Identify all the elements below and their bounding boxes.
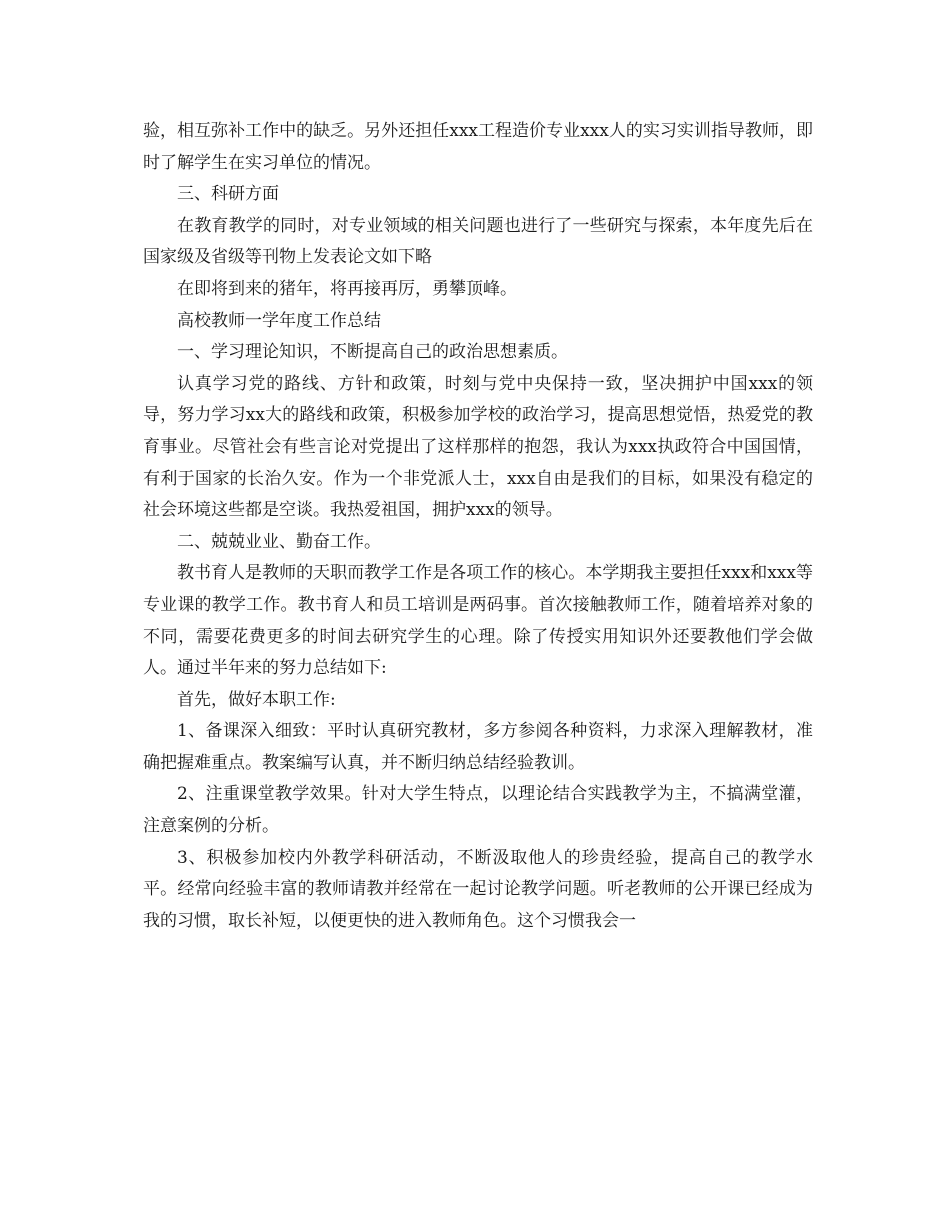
document-body [143, 116, 813, 937]
heading-diligence: 二、兢兢业业、勤奋工作。 [177, 531, 381, 552]
paragraph-closing: 在即将到来的猪年，将再接再厉，勇攀顶峰。 [177, 278, 517, 299]
heading-theory: 一、学习理论知识，不断提高自己的政治思想素质。 [177, 342, 568, 363]
paragraph-teaching: 教书育人是教师的天职而教学工作是各项工作的核心。本学期我主要担任xxx和xxx等专业课的教学工作。教书育人和员工培训是两码事。首次接触教师工作，随着培养对象的不同，需要花费更多的时间去研究学生的心理。除了传授实用知识外还要教他们学会做人。通过半年来的努力总结如下: [143, 563, 813, 679]
list-item-3: 3、积极参加校内外教学科研活动，不断汲取他人的珍贵经验，提高自己的教学水平。经常向经验丰富的教师请教并经常在一起讨论教学问题。听老教师的公开课已经成为我的习惯，取长补短，以便更快的进入教师角色。这个习惯我会一 [143, 847, 813, 931]
paragraph-research: 在教育教学的同时，对专业领域的相关问题也进行了一些研究与探索，本年度先后在国家级及省级等刊物上发表论文如下略 [143, 215, 813, 268]
list-item-1: 1、备课深入细致：平时认真研究教材，多方参阅各种资料，力求深入理解教材，准确把握难重点。教案编写认真，并不断归纳总结经验教训。 [143, 721, 813, 773]
heading-research: 三、科研方面 [177, 184, 279, 205]
paragraph-theory: 认真学习党的路线、方针和政策，时刻与党中央保持一致，坚决拥护中国xxx的领导，努力学习xx大的路线和政策，积极参加学校的政治学习，提高思想觉悟，热爱党的教育事业。尽管社会有些言论对党提出了这样那样的抱怨，我认为xxx执政符合中国国情，有利于国家的长治久安。作为一个非党派人士，xxx自由是我们的目标，如果没有稳定的社会环境这些都是空谈。我热爱祖国，拥护xxx的领导。 [143, 373, 813, 521]
document-title: 高校教师一学年度工作总结 [177, 310, 381, 331]
paragraph-1: 验，相互弥补工作中的缺乏。另外还担任xxx工程造价专业xxx人的实习实训指导教师，即时了解学生在实习单位的情况。 [143, 121, 813, 173]
list-item-2: 2、注重课堂教学效果。针对大学生特点，以理论结合实践教学为主，不搞满堂灌，注意案例的分析。 [143, 784, 813, 837]
paragraph-first: 首先，做好本职工作: [177, 689, 336, 710]
